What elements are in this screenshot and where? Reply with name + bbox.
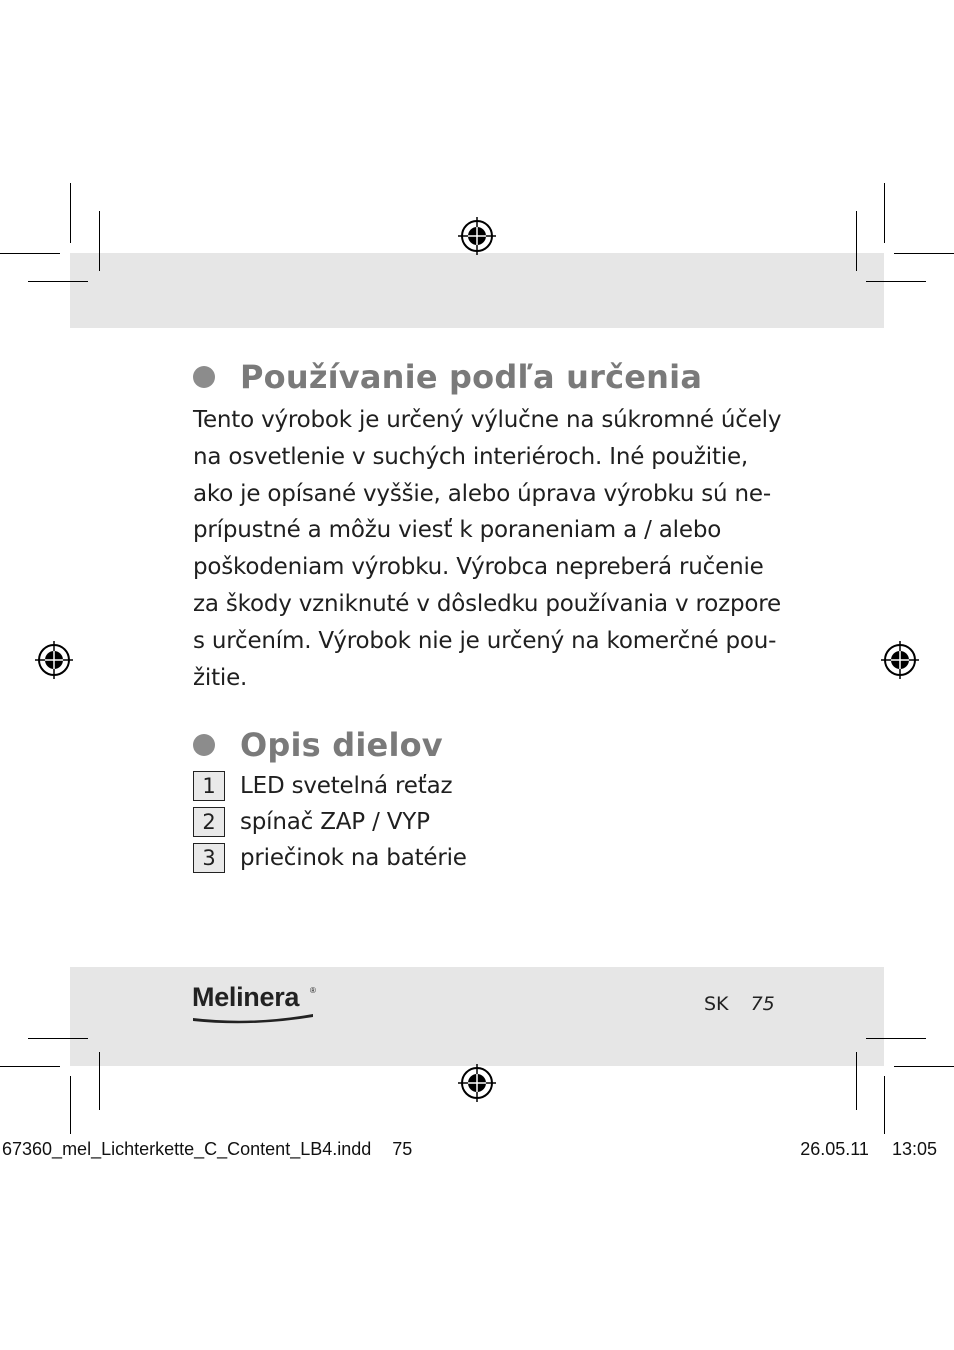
print-slug-date [800, 1139, 937, 1160]
language-code: SK [704, 993, 729, 1015]
section-heading-text: Používanie podľa určenia [240, 358, 703, 396]
registration-mark-icon [880, 640, 920, 680]
slug-time-value: 13:05 [891, 1139, 937, 1159]
brand-logo-text: Melinera [192, 982, 300, 1012]
list-item [193, 804, 467, 840]
part-label: LED svetelná reťaz [240, 773, 453, 799]
part-label: priečinok na batérie [240, 845, 467, 871]
print-slug-file [2, 1139, 412, 1160]
parts-list [193, 768, 467, 876]
slug-filename: 67360_mel_Lichterkette_C_Content_LB4.indd [2, 1139, 372, 1159]
section-heading-text: Opis dielov [240, 726, 443, 764]
page-number: 75 [750, 993, 775, 1015]
paragraph-line: na osvetlenie v suchých interiéroch. Iné použitie, [193, 443, 749, 470]
paragraph-line: s určením. Výrobok nie je určený na komerčné pou- [193, 627, 777, 654]
logo-swoosh-icon [192, 1012, 314, 1024]
page-info [704, 993, 775, 1015]
section-heading-parts [193, 726, 443, 764]
header-band [70, 253, 884, 328]
paragraph-line: žitie. [193, 664, 248, 691]
part-number-box: 3 [193, 843, 225, 873]
intended-use-paragraph [193, 402, 803, 696]
part-number-box: 2 [193, 807, 225, 837]
paragraph-line: poškodeniam výrobku. Výrobca nepreberá ručenie [193, 554, 764, 581]
list-item [193, 840, 467, 876]
slug-page: 75 [392, 1139, 413, 1159]
section-heading-intended-use [193, 358, 702, 396]
registration-mark-icon [457, 216, 497, 256]
slug-date-value: 26.05.11 [800, 1139, 869, 1159]
part-number-box: 1 [193, 771, 225, 801]
brand-logo [192, 982, 314, 1024]
registered-mark: ® [310, 986, 316, 995]
paragraph-line: ako je opísané vyššie, alebo úprava výrobku sú ne- [193, 480, 771, 507]
paragraph-line: prípustné a môžu viesť k poraneniam a / alebo [193, 517, 722, 544]
list-item [193, 768, 467, 804]
paragraph-line: Tento výrobok je určený výlučne na súkromné účely [193, 407, 782, 433]
paragraph-line: za škody vzniknuté v dôsledku používania v rozpore [193, 590, 781, 617]
registration-mark-icon [34, 640, 74, 680]
registration-mark-icon [457, 1063, 497, 1103]
bullet-icon [193, 366, 215, 388]
part-label: spínač ZAP / VYP [240, 809, 430, 835]
bullet-icon [193, 734, 215, 756]
